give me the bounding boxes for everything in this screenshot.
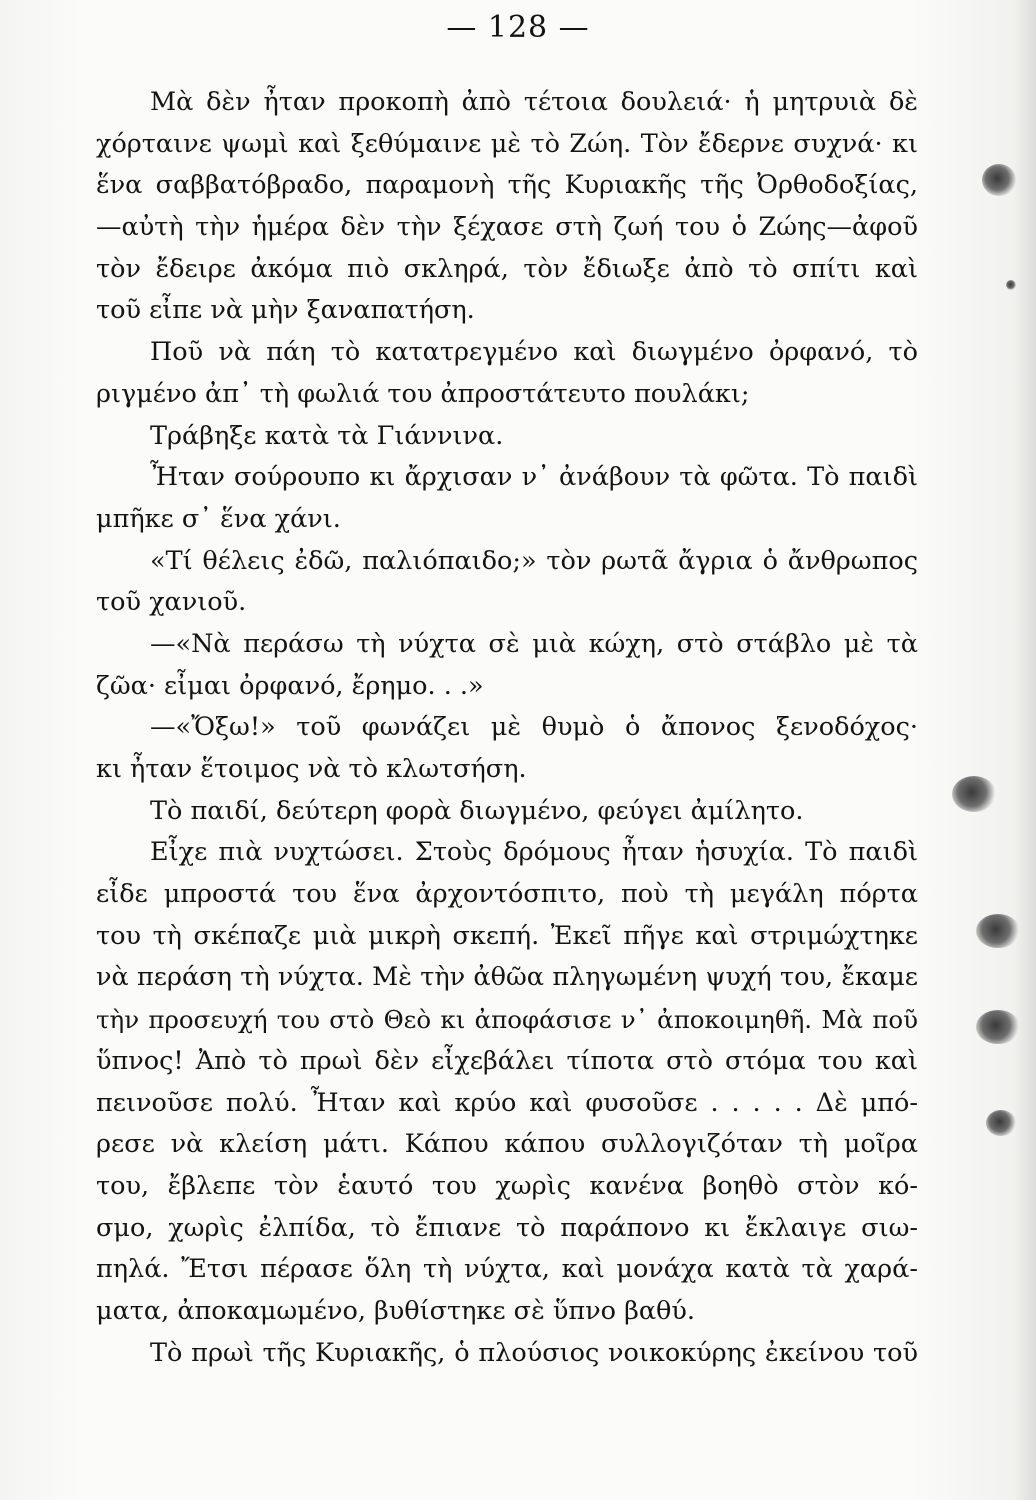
text-line: σμο, χωρὶς ἐλπίδα, τὸ ἔπιανε τὸ παράπονο κι ἔκλαιγε σιω- [96,1212,918,1243]
text-line: τοῦ εἶπε νὰ μὴν ξαναπατήση. [96,295,475,326]
body-text [96,82,918,1374]
text-line: ζῶα· εἶμαι ὀρφανό, ἔρημο. . .» [96,670,484,701]
page-edge-shadow [1014,0,1036,1500]
text-line: τὴν προσευχή του στὸ Θεὸ κι ἀποφάσισε ν᾽ ἀποκοιμηθῆ. Μὰ ποῦ [96,1005,918,1035]
text-line: ἕνα σαββατόβραδο, παραμονὴ τῆς Κυριακῆς τῆς Ὀρθοδοξίας, [96,170,918,201]
page-number: — 128 — [446,10,590,45]
text-line: Μὰ δὲν ἦταν προκοπὴ ἀπὸ τέτοια δουλειά· ἡ μητρυιὰ δὲ [150,87,918,117]
text-line: Τὸ πρωὶ τῆς Κυριακῆς, ὁ πλούσιος νοικοκύρης ἐκείνου τοῦ [150,1337,918,1368]
scan-spot-mark [976,1010,1020,1044]
text-line: τὸν ἔδειρε ἀκόμα πιὸ σκληρά, τὸν ἔδιωξε ἀπὸ τὸ σπίτι καὶ [96,253,918,284]
text-line: —«Νὰ περάσω τὴ νύχτα σὲ μιὰ κώχη, στὸ στάβλο μὲ τὰ [150,628,918,659]
text-line: «Τί θέλεις ἐδῶ, παλιόπαιδο;» τὸν ρωτᾶ ἄγρια ὁ ἄνθρωπος [150,545,918,576]
text-line: Ἦταν σούρουπο κι ἄρχισαν ν᾽ ἀνάβουν τὰ φῶτα. Τὸ παιδὶ [150,462,918,493]
text-line: ματα, ἀποκαμωμένο, βυθίστηκε σὲ ὕπνο βαθύ. [96,1295,696,1326]
text-line: του, ἔβλεπε τὸν ἑαυτό του χωρὶς κανένα βοηθὸ στὸν κό- [96,1170,918,1201]
text-line: μπῆκε σ᾽ ἕνα χάνι. [96,503,341,534]
text-line: νὰ περάση τὴ νύχτα. Μὲ τὴν ἀθῶα πληγωμένη ψυχή του, ἔκαμε [96,962,918,993]
text-line: ρεσε νὰ κλείση μάτι. Κάπου κάπου συλλογιζόταν τὴ μοῖρα [96,1129,918,1160]
text-line: χόρταινε ψωμὶ καὶ ξεθύμαινε μὲ τὸ Ζώη. Τὸν ἔδερνε συχνά· κι [96,128,918,159]
text-line: του τὴ σκέπαζε μιὰ μικρὴ σκεπή. Ἐκεῖ πῆγε καὶ στριμώχτηκε [96,920,918,951]
text-line: ριγμένο ἀπ᾽ τὴ φωλιά του ἀπροστάτευτο πουλάκι; [96,378,750,409]
text-line: πηλά. Ἔτσι πέρασε ὅλη τὴ νύχτα, καὶ μονάχα κατὰ τὰ χαρά- [96,1254,918,1285]
text-line: πεινοῦσε πολύ. Ἦταν καὶ κρύο καὶ φυσοῦσε . . . . . Δὲ μπό- [96,1087,918,1118]
text-line: Ποῦ νὰ πάη τὸ κατατρεγμένο καὶ διωγμένο ὀρφανό, τὸ [150,337,918,368]
scan-spot-mark [982,164,1016,196]
text-line: κι ἦταν ἕτοιμος νὰ τὸ κλωτσήση. [96,754,527,784]
scan-spot-mark [976,914,1020,948]
scan-spot-mark [986,1110,1016,1136]
text-line: —αὐτὴ τὴν ἡμέρα δὲν τὴν ξέχασε στὴ ζωή του ὁ Ζώης—ἀφοῦ [96,212,918,243]
scan-spot-mark [1006,280,1016,290]
text-line: τοῦ χανιοῦ. [96,587,247,618]
text-line: εἶδε μπροστά του ἕνα ἀρχοντόσπιτο, ποὺ τὴ μεγάλη πόρτα [96,879,918,910]
text-line: Τὸ παιδί, δεύτερη φορὰ διωγμένο, φεύγει ἀμίλητο. [150,795,804,826]
scan-spot-mark [952,776,996,812]
text-line: ὕπνος! Ἀπὸ τὸ πρωὶ δὲν εἶχεβάλει τίποτα στὸ στόμα του καὶ [96,1045,918,1076]
text-line: Εἶχε πιὰ νυχτώσει. Στοὺς δρόμους ἦταν ἡσυχία. Τὸ παιδὶ [150,837,918,868]
text-line: —«Ὄξω!» τοῦ φωνάζει μὲ θυμὸ ὁ ἄπονος ξενοδόχος· [150,712,918,743]
text-line: Τράβηξε κατὰ τὰ Γιάννινα. [150,420,504,451]
